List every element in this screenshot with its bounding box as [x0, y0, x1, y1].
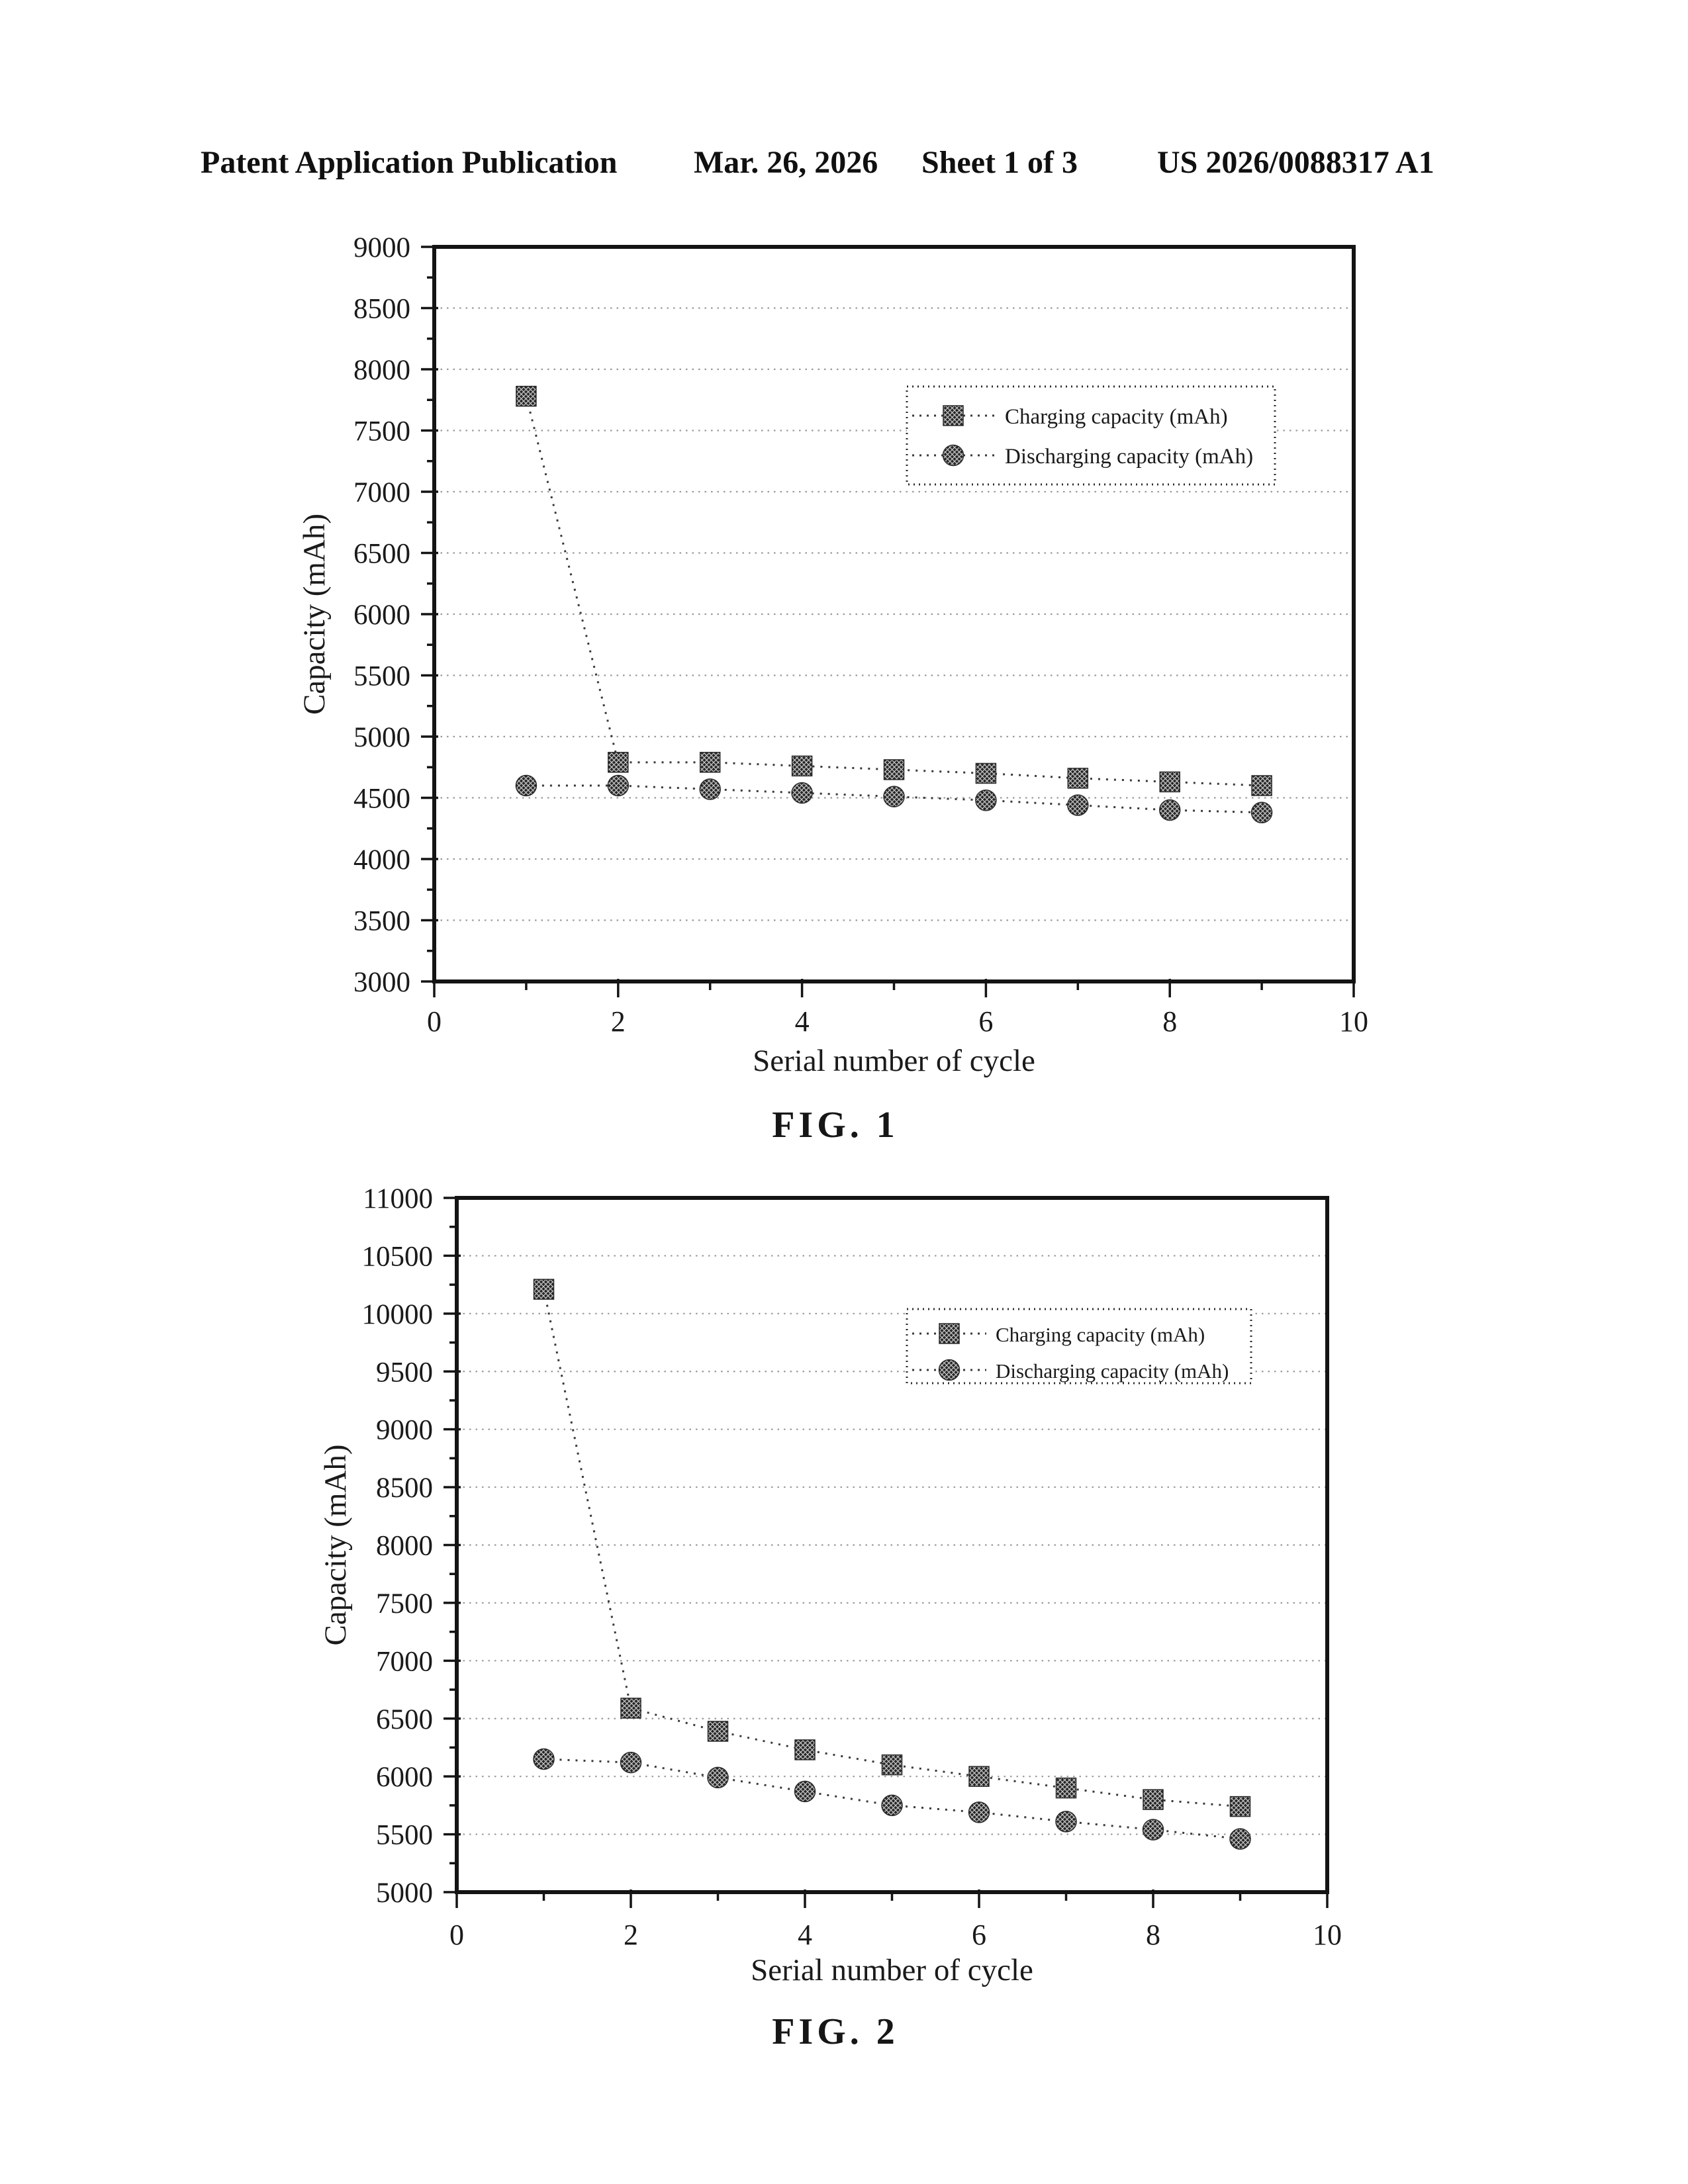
x-tick-label: 0 [449, 1919, 464, 1951]
data-point-discharging [1143, 1819, 1164, 1840]
y-axis-title: Capacity (mAh) [297, 513, 332, 715]
data-point-discharging [884, 786, 904, 807]
y-tick-label: 6000 [353, 600, 410, 631]
data-point-charging [884, 760, 904, 780]
y-tick-label: 9000 [376, 1414, 433, 1446]
data-point-discharging [534, 1749, 554, 1769]
x-tick-label: 6 [972, 1919, 986, 1951]
y-tick-label: 7500 [353, 416, 410, 447]
legend-marker-circle [939, 1360, 960, 1381]
legend-marker-square [939, 1324, 959, 1343]
data-point-charging [882, 1755, 902, 1775]
x-axis-title: Serial number of cycle [751, 1953, 1033, 1987]
header-date: Mar. 26, 2026 [694, 145, 878, 180]
legend-label: Discharging capacity (mAh) [996, 1359, 1229, 1383]
y-tick-label: 8000 [353, 355, 410, 386]
data-point-discharging [608, 776, 628, 796]
y-tick-label: 5000 [376, 1878, 433, 1909]
y-tick-label: 7500 [376, 1588, 433, 1619]
y-tick-label: 5500 [376, 1819, 433, 1851]
y-tick-label: 6500 [353, 538, 410, 570]
y-tick-label: 9000 [353, 232, 410, 263]
y-tick-label: 8500 [376, 1473, 433, 1504]
legend-marker-circle [943, 445, 964, 466]
data-point-charging [516, 387, 536, 406]
x-tick-label: 10 [1339, 1005, 1368, 1038]
y-tick-label: 7000 [353, 477, 410, 508]
y-tick-label: 6500 [376, 1704, 433, 1735]
data-point-discharging [1252, 802, 1272, 823]
legend-label: Charging capacity (mAh) [996, 1323, 1205, 1346]
header-publication-type: Patent Application Publication [201, 145, 618, 180]
data-point-discharging [976, 790, 996, 811]
figure-2-caption: FIG. 2 [772, 2011, 899, 2052]
data-point-charging [792, 756, 812, 776]
figure-1-caption: FIG. 1 [772, 1105, 899, 1146]
legend-label: Discharging capacity (mAh) [1005, 445, 1254, 469]
data-point-charging [795, 1740, 815, 1760]
header-publication-number: US 2026/0088317 A1 [1157, 145, 1434, 180]
y-tick-label: 8500 [353, 293, 410, 325]
data-point-charging [608, 752, 628, 772]
x-tick-label: 10 [1313, 1919, 1342, 1951]
y-tick-label: 9500 [376, 1357, 433, 1388]
data-point-charging [1143, 1790, 1163, 1809]
data-point-discharging [1160, 800, 1180, 821]
x-tick-label: 0 [427, 1005, 442, 1038]
x-axis-title: Serial number of cycle [753, 1044, 1035, 1078]
y-tick-label: 5000 [353, 722, 410, 753]
x-tick-label: 8 [1146, 1919, 1160, 1951]
data-point-charging [1056, 1778, 1076, 1798]
data-point-charging [976, 764, 996, 784]
x-tick-label: 6 [978, 1005, 994, 1038]
y-tick-label: 10000 [361, 1298, 433, 1330]
y-tick-label: 3500 [353, 905, 410, 937]
y-tick-label: 3000 [353, 967, 410, 998]
x-tick-label: 4 [798, 1919, 812, 1951]
data-point-discharging [1230, 1829, 1250, 1849]
data-point-charging [708, 1721, 728, 1741]
data-point-discharging [1056, 1811, 1076, 1832]
y-tick-label: 5500 [353, 660, 410, 692]
data-point-charging [1231, 1797, 1250, 1817]
x-tick-label: 4 [794, 1005, 810, 1038]
data-point-discharging [700, 779, 720, 799]
data-point-discharging [969, 1802, 990, 1823]
y-tick-label: 4000 [353, 844, 410, 876]
figure-1-chart [278, 225, 1410, 1085]
data-point-discharging [792, 783, 812, 803]
x-tick-label: 8 [1162, 1005, 1178, 1038]
data-point-discharging [621, 1752, 641, 1773]
data-point-discharging [1068, 795, 1088, 815]
legend-marker-square [943, 406, 963, 426]
data-point-charging [700, 752, 720, 772]
y-tick-label: 11000 [363, 1183, 433, 1214]
x-tick-label: 2 [624, 1919, 638, 1951]
y-tick-label: 7000 [376, 1646, 433, 1678]
data-point-discharging [795, 1781, 816, 1801]
data-point-discharging [708, 1767, 728, 1788]
data-point-charging [969, 1766, 989, 1786]
y-tick-label: 10500 [361, 1241, 433, 1273]
data-point-charging [621, 1698, 641, 1718]
data-point-charging [1252, 776, 1272, 796]
figure-2-chart [298, 1161, 1390, 1995]
y-tick-label: 6000 [376, 1762, 433, 1794]
data-point-discharging [882, 1795, 902, 1815]
header-sheet-number: Sheet 1 of 3 [921, 145, 1078, 180]
y-tick-label: 8000 [376, 1530, 433, 1562]
y-axis-title: Capacity (mAh) [318, 1444, 353, 1646]
x-tick-label: 2 [610, 1005, 626, 1038]
data-point-discharging [516, 776, 536, 796]
legend-box [907, 387, 1275, 484]
data-point-charging [1160, 772, 1180, 792]
data-point-charging [534, 1279, 554, 1299]
data-point-charging [1068, 768, 1088, 788]
y-tick-label: 4500 [353, 783, 410, 815]
legend-label: Charging capacity (mAh) [1005, 405, 1228, 429]
